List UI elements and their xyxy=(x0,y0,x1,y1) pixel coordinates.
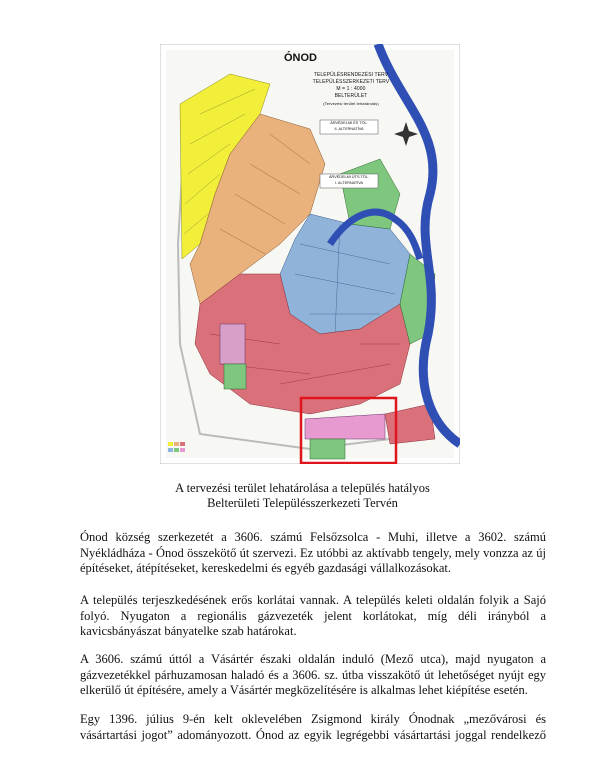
route-label-1-line-2: II. ALTERNATÍVA xyxy=(334,126,364,131)
route-label-1-line-1: ÁRVÉDELMI ÉS TÖL. xyxy=(330,121,368,125)
paragraph-4 xyxy=(80,712,546,743)
paragraph-line: Nyékládháza - Ónod összekötő út szervezi. Ez utóbbi az aktívabb tengely, mely vonzza az új xyxy=(80,545,546,560)
map-plan-title-1: TELEPÜLÉSRENDEZÉSI TERV xyxy=(313,72,389,78)
paragraph-line: vásártartási jogot” adományozott. Ónod az egyik legrégebbi vásártartási joggal rendelkező xyxy=(80,727,546,742)
map-note: (Tervezési terület lehatárolás) xyxy=(323,101,379,106)
caption-line-2: Belterületi Településszerkezeti Tervén xyxy=(207,496,398,510)
paragraph-line: folyó. Nyugaton a regionális gázvezeték jelent korlátokat, míg déli irányból a xyxy=(80,608,546,623)
town-plan-map xyxy=(160,44,460,464)
town-plan-map-graphic xyxy=(160,44,460,464)
map-title-block xyxy=(306,72,396,107)
route-label-1 xyxy=(321,121,377,132)
route-label-2-line-1: ÁRVÉDELMI ÚTS.TÖL. xyxy=(328,175,370,179)
route-label-2 xyxy=(321,175,377,186)
paragraph-line: Egy 1396. július 9-én kelt oklevelében Zsigmond király Ónodnak „mezővárosi és xyxy=(80,712,546,726)
paragraph-line: Ónod község szerkezetét a 3606. számú Felsőzsolca - Muhi, illetve a 3602. számú xyxy=(80,530,546,544)
paragraph-line: A település terjeszkedésének erős korlátai vannak. A település keleti oldalán folyik a Sajó xyxy=(80,593,546,607)
paragraph-3 xyxy=(80,652,546,699)
map-scale: M = 1 : 4000 xyxy=(336,86,366,92)
paragraph-line: gázvezetékkel párhuzamosan haladó és a 3606. sz. útba visszakötő út lehetőséget nyújt egy xyxy=(80,667,546,682)
map-town-name: ÓNOD xyxy=(284,52,317,64)
paragraph-2 xyxy=(80,593,546,640)
paragraph-1 xyxy=(80,530,546,577)
zone-green-south xyxy=(310,439,345,459)
zone-green-west xyxy=(224,364,246,389)
map-plan-title-2: TELEPÜLÉSSZERKEZETI TERV xyxy=(312,79,390,85)
figure-caption xyxy=(0,481,605,511)
route-label-2-line-2: I. ALTERNATÍVA xyxy=(334,180,364,185)
paragraph-line: építéseket, átépítéseket, kereskedelmi és egyéb gazdasági vállalkozásokat. xyxy=(80,561,452,575)
paragraph-line: kavicsbányászat bányatelke szab határokat. xyxy=(80,624,297,638)
caption-line-1: A tervezési terület lehatárolása a település hatályos xyxy=(175,481,430,495)
map-area: BELTERÜLET xyxy=(334,93,368,99)
paragraph-line: elkerülő út építésére, amely a Vásártér megközelítésére is alkalmas lehet kiépítése esetén. xyxy=(80,683,528,697)
zone-pink-west xyxy=(220,324,245,364)
paragraph-line: A 3606. számú úttól a Vásártér északi oldalán induló (Mező utca), majd nyugaton a xyxy=(80,652,546,666)
